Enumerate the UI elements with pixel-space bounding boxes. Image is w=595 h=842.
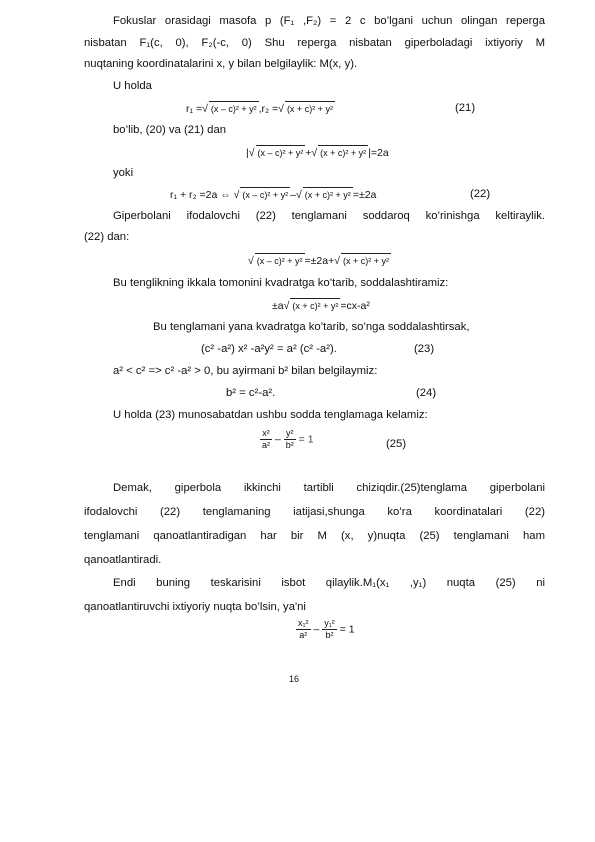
abs-bar-right: |=2a bbox=[368, 147, 389, 159]
equation-23-number: (23) bbox=[414, 343, 435, 355]
equation-21-number: (21) bbox=[455, 102, 476, 114]
fraction-x bbox=[260, 428, 272, 451]
eq-sq-right: =cx-a² bbox=[340, 300, 370, 312]
eq22-right: =±2a bbox=[352, 189, 377, 201]
fraction-x-numerator: x² bbox=[260, 428, 272, 440]
paragraph-2-line-2: (22) dan: bbox=[84, 231, 130, 243]
eq-sq-left: ±a bbox=[272, 300, 284, 312]
page-number: 16 bbox=[289, 674, 300, 684]
paragraph-2-line-1: Giperbolani ifodalovchi (22) tenglamani soddaroq ko’rinishga keltiraylik. bbox=[113, 210, 545, 222]
minus-sign: – bbox=[274, 433, 281, 446]
paragraph-7-line-1: Demak, giperbola ikkinchi tartibli chiziqdir.(25)tenglama giperbolani bbox=[113, 482, 545, 494]
eq21-radicand-2: (x + c)² + y² bbox=[285, 101, 335, 116]
paragraph-3: Bu tenglikning ikkala tomonini kvadratga ko’tarib, soddalashtiramiz: bbox=[113, 277, 449, 289]
eq-dan-radicand-1: (x – c)² + y² bbox=[255, 253, 305, 268]
fraction-x-denominator: a² bbox=[262, 440, 271, 450]
paragraph-1-line-1: Fokuslar orasidagi masofa p (F₁ ,F₂) = 2 c bo’lgani uchun olingan reperga bbox=[113, 15, 545, 27]
paragraph-1-line-3: nuqtaning koordinatalarini x, y bilan belgilaylik: M(x, y). bbox=[84, 58, 358, 70]
eq-dan-mid: =±2a+ bbox=[304, 255, 335, 267]
equation-21 bbox=[186, 101, 335, 116]
sqrt-symbol: √ bbox=[283, 300, 290, 312]
equation-squared bbox=[272, 298, 370, 313]
equation-22-number: (22) bbox=[470, 188, 491, 200]
abs-bar-left: | bbox=[246, 147, 249, 159]
paragraph-7-line-2: ifodalovchi (22) tenglamaning iatijasi,shunga ko’ra koordinatalari (22) bbox=[84, 506, 545, 518]
u-holda-label: U holda bbox=[113, 80, 152, 92]
eq22-radicand-1: (x – c)² + y² bbox=[240, 187, 290, 202]
fraction-y1-numerator: y₁² bbox=[324, 618, 335, 628]
eq21-r2: ,r₂ = bbox=[258, 103, 279, 115]
sqrt-symbol: √ bbox=[233, 189, 240, 201]
sqrt-symbol: √ bbox=[202, 103, 208, 115]
sqrt-symbol: √ bbox=[278, 103, 284, 115]
equation-22 bbox=[170, 187, 376, 202]
eq-dan-radicand-2: (x + c)² + y² bbox=[341, 253, 391, 268]
fraction-y bbox=[284, 428, 296, 451]
minus-sign: – bbox=[313, 623, 320, 636]
paragraph-4: Bu tenglamani yana kvadratga ko’tarib, so’nga soddalashtirsak, bbox=[153, 321, 470, 333]
fraction-y-denominator: b² bbox=[285, 440, 294, 450]
minus-sign: – bbox=[290, 189, 297, 201]
fraction-x1-numerator: x₁² bbox=[298, 618, 309, 628]
bo-lib-text: bo’lib, (20) va (21) dan bbox=[113, 124, 227, 136]
equals-one: = 1 bbox=[298, 433, 314, 446]
plus-sign: + bbox=[305, 147, 312, 159]
equation-23: (c² -a²) x² -a²y² = a² (c² -a²). bbox=[201, 343, 337, 355]
paragraph-6: U holda (23) munosabatdan ushbu sodda tenglamaga kelamiz: bbox=[113, 409, 428, 421]
sqrt-symbol: √ bbox=[311, 147, 318, 159]
paragraph-1-line-2: nisbatan F₁(c, 0), F₂(-c, 0) Shu reperga nisbatan giperboladagi ixtiyoriy M bbox=[84, 37, 545, 49]
sqrt-symbol: √ bbox=[248, 255, 254, 267]
fraction-x1-denominator: a² bbox=[299, 630, 308, 640]
fraction-y-numerator: y² bbox=[284, 428, 296, 440]
yoki-text: yoki bbox=[113, 167, 134, 179]
paragraph-8-line-2: qanoatlantiruvchi ixtiyoriy nuqta bo’lsin, ya'ni bbox=[84, 601, 306, 613]
paragraph-7-line-3: tenglamani qanoatlantiradigan har bir M (x, y)nuqta (25) tenglamani ham bbox=[84, 530, 545, 542]
fraction-y1-denominator: b² bbox=[325, 630, 334, 640]
paragraph-8-line-1: Endi buning teskarisini isbot qilaylik.M₁(x₁ ,y₁) nuqta (25) ni bbox=[113, 577, 545, 589]
equation-dan bbox=[248, 253, 391, 268]
equals-one: = 1 bbox=[339, 623, 355, 636]
equation-24: b² = c²-a². bbox=[226, 387, 276, 399]
equation-25-number: (25) bbox=[386, 438, 407, 450]
eq-abs-radicand-1: (x – c)² + y² bbox=[256, 145, 306, 160]
eq-abs-radicand-2: (x + c)² + y² bbox=[318, 145, 368, 160]
paragraph-7-line-4: qanoatlantiradi. bbox=[84, 554, 162, 566]
eq-sq-radicand: (x + c)² + y² bbox=[290, 298, 340, 313]
eq22-left: r₁ + r₂ =2a ⇔ bbox=[170, 189, 231, 201]
sqrt-symbol: √ bbox=[334, 255, 341, 267]
eq21-radicand-1: (x – c)² + y² bbox=[209, 101, 259, 116]
equation-25 bbox=[260, 428, 314, 451]
paragraph-5: a² < c² => c² -a² > 0, bu ayirmani b² bilan belgilaymiz: bbox=[113, 365, 378, 377]
fraction-x1 bbox=[296, 618, 311, 641]
sqrt-symbol: √ bbox=[248, 147, 255, 159]
eq22-radicand-2: (x + c)² + y² bbox=[303, 187, 353, 202]
equation-24-number: (24) bbox=[416, 387, 437, 399]
sqrt-symbol: √ bbox=[296, 189, 302, 201]
equation-absolute bbox=[246, 145, 389, 160]
equation-last bbox=[296, 618, 355, 641]
fraction-y1 bbox=[322, 618, 337, 641]
eq21-r1: r₁ = bbox=[186, 103, 203, 115]
